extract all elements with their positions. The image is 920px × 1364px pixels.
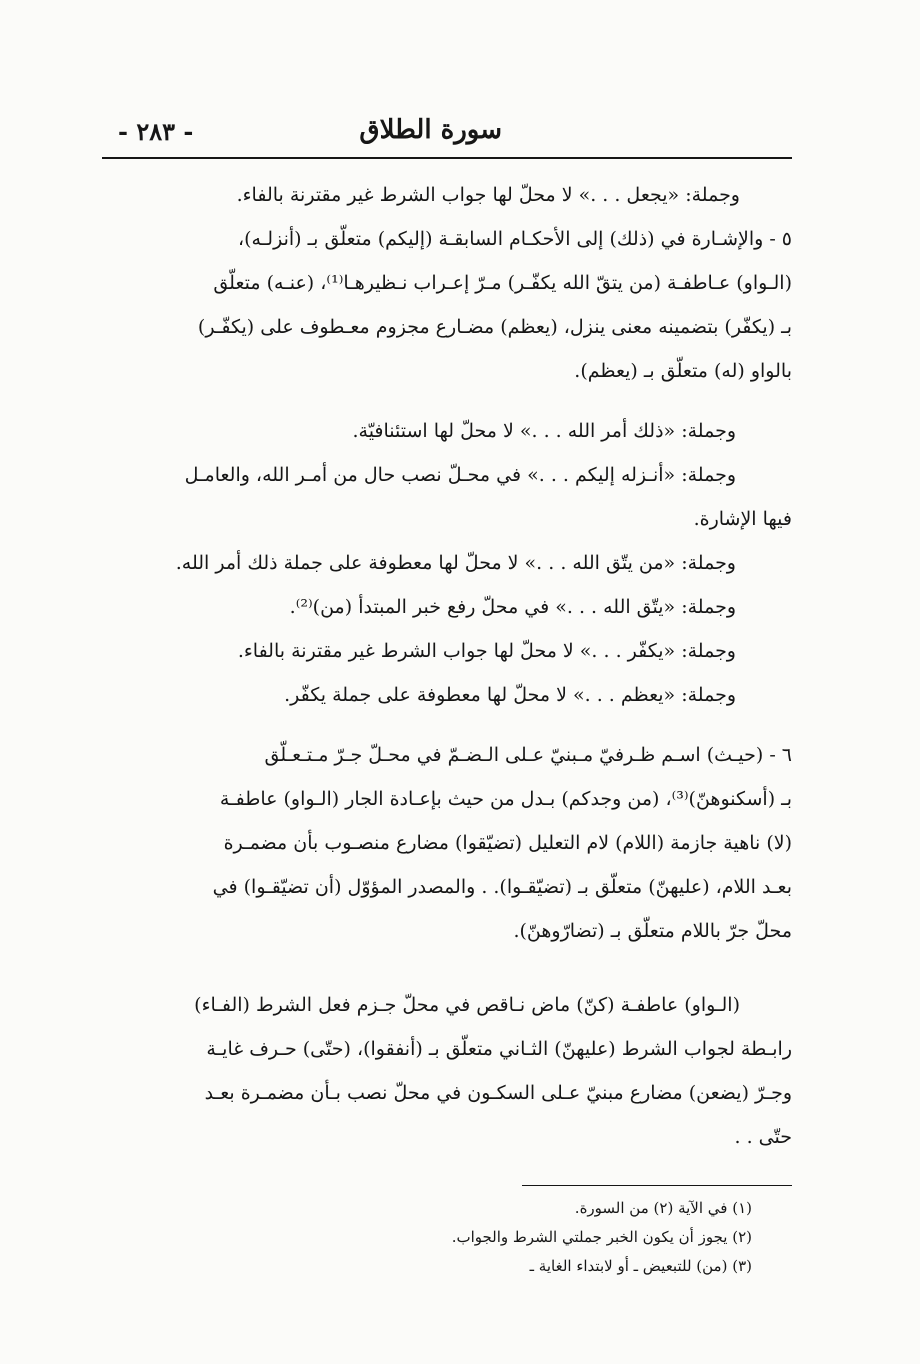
text-line: بـ (أسكنوهنّ)⁽³⁾، (من وجدكم) بـدل من حيث بإعـادة الجار (الـواو) عاطفـة [219, 788, 792, 810]
footnotes [102, 1175, 792, 1281]
footnote: (١) في الآية (٢) من السورة. [574, 1199, 752, 1217]
text-line: بالواو (له) متعلّق بـ (يعظم). [574, 360, 792, 382]
text-line: (الـواو) عـاطفـة (من يتقّ الله يكفّـر) مـرّ إعـراب نـظيرهـا⁽¹⁾، (عنـه) متعلّق [213, 272, 792, 294]
text-line: (الـواو) عاطفـة (كنّ) ماض نـاقص في محلّ جـزم فعل الشرط (الفـاء) [194, 994, 740, 1016]
text-line: وجملة: «من يتّق الله . . .» لا محلّ لها معطوفة على جملة ذلك أمر الله. [175, 552, 736, 574]
spacer [102, 393, 792, 409]
text-line: وجملة: «يتّق الله . . .» في محلّ رفع خبر المبتدأ (من)⁽²⁾. [289, 596, 736, 618]
text-line: وجملة: «يعظم . . .» لا محلّ لها معطوفة على جملة يكفّر. [284, 684, 736, 706]
text-line: وجملة: «يكفّر . . .» لا محلّ لها جواب الشرط غير مقترنة بالفاء. [237, 640, 736, 662]
page-header [102, 105, 792, 159]
text-line: فيها الإشارة. [693, 508, 792, 530]
footnote: (٣) (من) للتبعيض ـ أو لابتداء الغاية ـ [529, 1257, 752, 1275]
spacer [102, 953, 792, 983]
footnote-rule [522, 1185, 792, 1186]
text-line: محلّ جرّ باللام متعلّق بـ (تضارّوهنّ). [513, 920, 792, 942]
text-line: وجملة: «أنـزله إليكم . . .» في محـلّ نصب حال من أمـر الله، والعامـل [184, 464, 736, 486]
text-line: رابـطة لجواب الشرط (عليهنّ) الثـاني متعلّق بـ (أنفقوا)، (حتّى) حـرف غايـة [206, 1038, 792, 1060]
page-title: سورة الطلاق [359, 115, 502, 145]
text-line: وجملة: «يجعل . . .» لا محلّ لها جواب الشرط غير مقترنة بالفاء. [236, 184, 740, 206]
page-content [102, 105, 792, 1281]
footnote: (٢) يجوز أن يكون الخبر جملتي الشرط والجواب. [451, 1228, 752, 1246]
spacer [102, 717, 792, 733]
text-line: بـ (يكفّر) بتضمينه معنى ينزل، (يعظم) مضـارع مجزوم معـطوف على (يكفّـر) [197, 316, 792, 338]
page-number: - ٢٨٣ - [118, 117, 194, 146]
text-line: وجملة: «ذلك أمر الله . . .» لا محلّ لها استئنافيّة. [352, 420, 736, 442]
text-line: (لا) ناهية جازمة (اللام) لام التعليل (تضيّقوا) مضارع منصـوب بأن مضمـرة [223, 832, 792, 854]
text-line: وجـرّ (يضعن) مضارع مبنيّ عـلى السكـون في محلّ نصب بـأن مضمـرة بعـد [204, 1082, 792, 1104]
main-text [102, 173, 792, 1159]
text-line: ٦ - (حيـث) اسـم ظـرفيّ مـبنيّ عـلى الـضـمّ في محـلّ جـرّ مـتـعـلّق [264, 744, 792, 766]
text-line: ٥ - والإشـارة في (ذلك) إلى الأحكـام السابقـة (إليكم) متعلّق بـ (أنزلـه)، [238, 228, 792, 250]
text-line: بعـد اللام، (عليهنّ) متعلّق بـ (تضيّقـوا). . والمصدر المؤوّل (أن تضيّقـوا) في [212, 876, 792, 898]
text-line: حتّى . . [734, 1126, 792, 1148]
